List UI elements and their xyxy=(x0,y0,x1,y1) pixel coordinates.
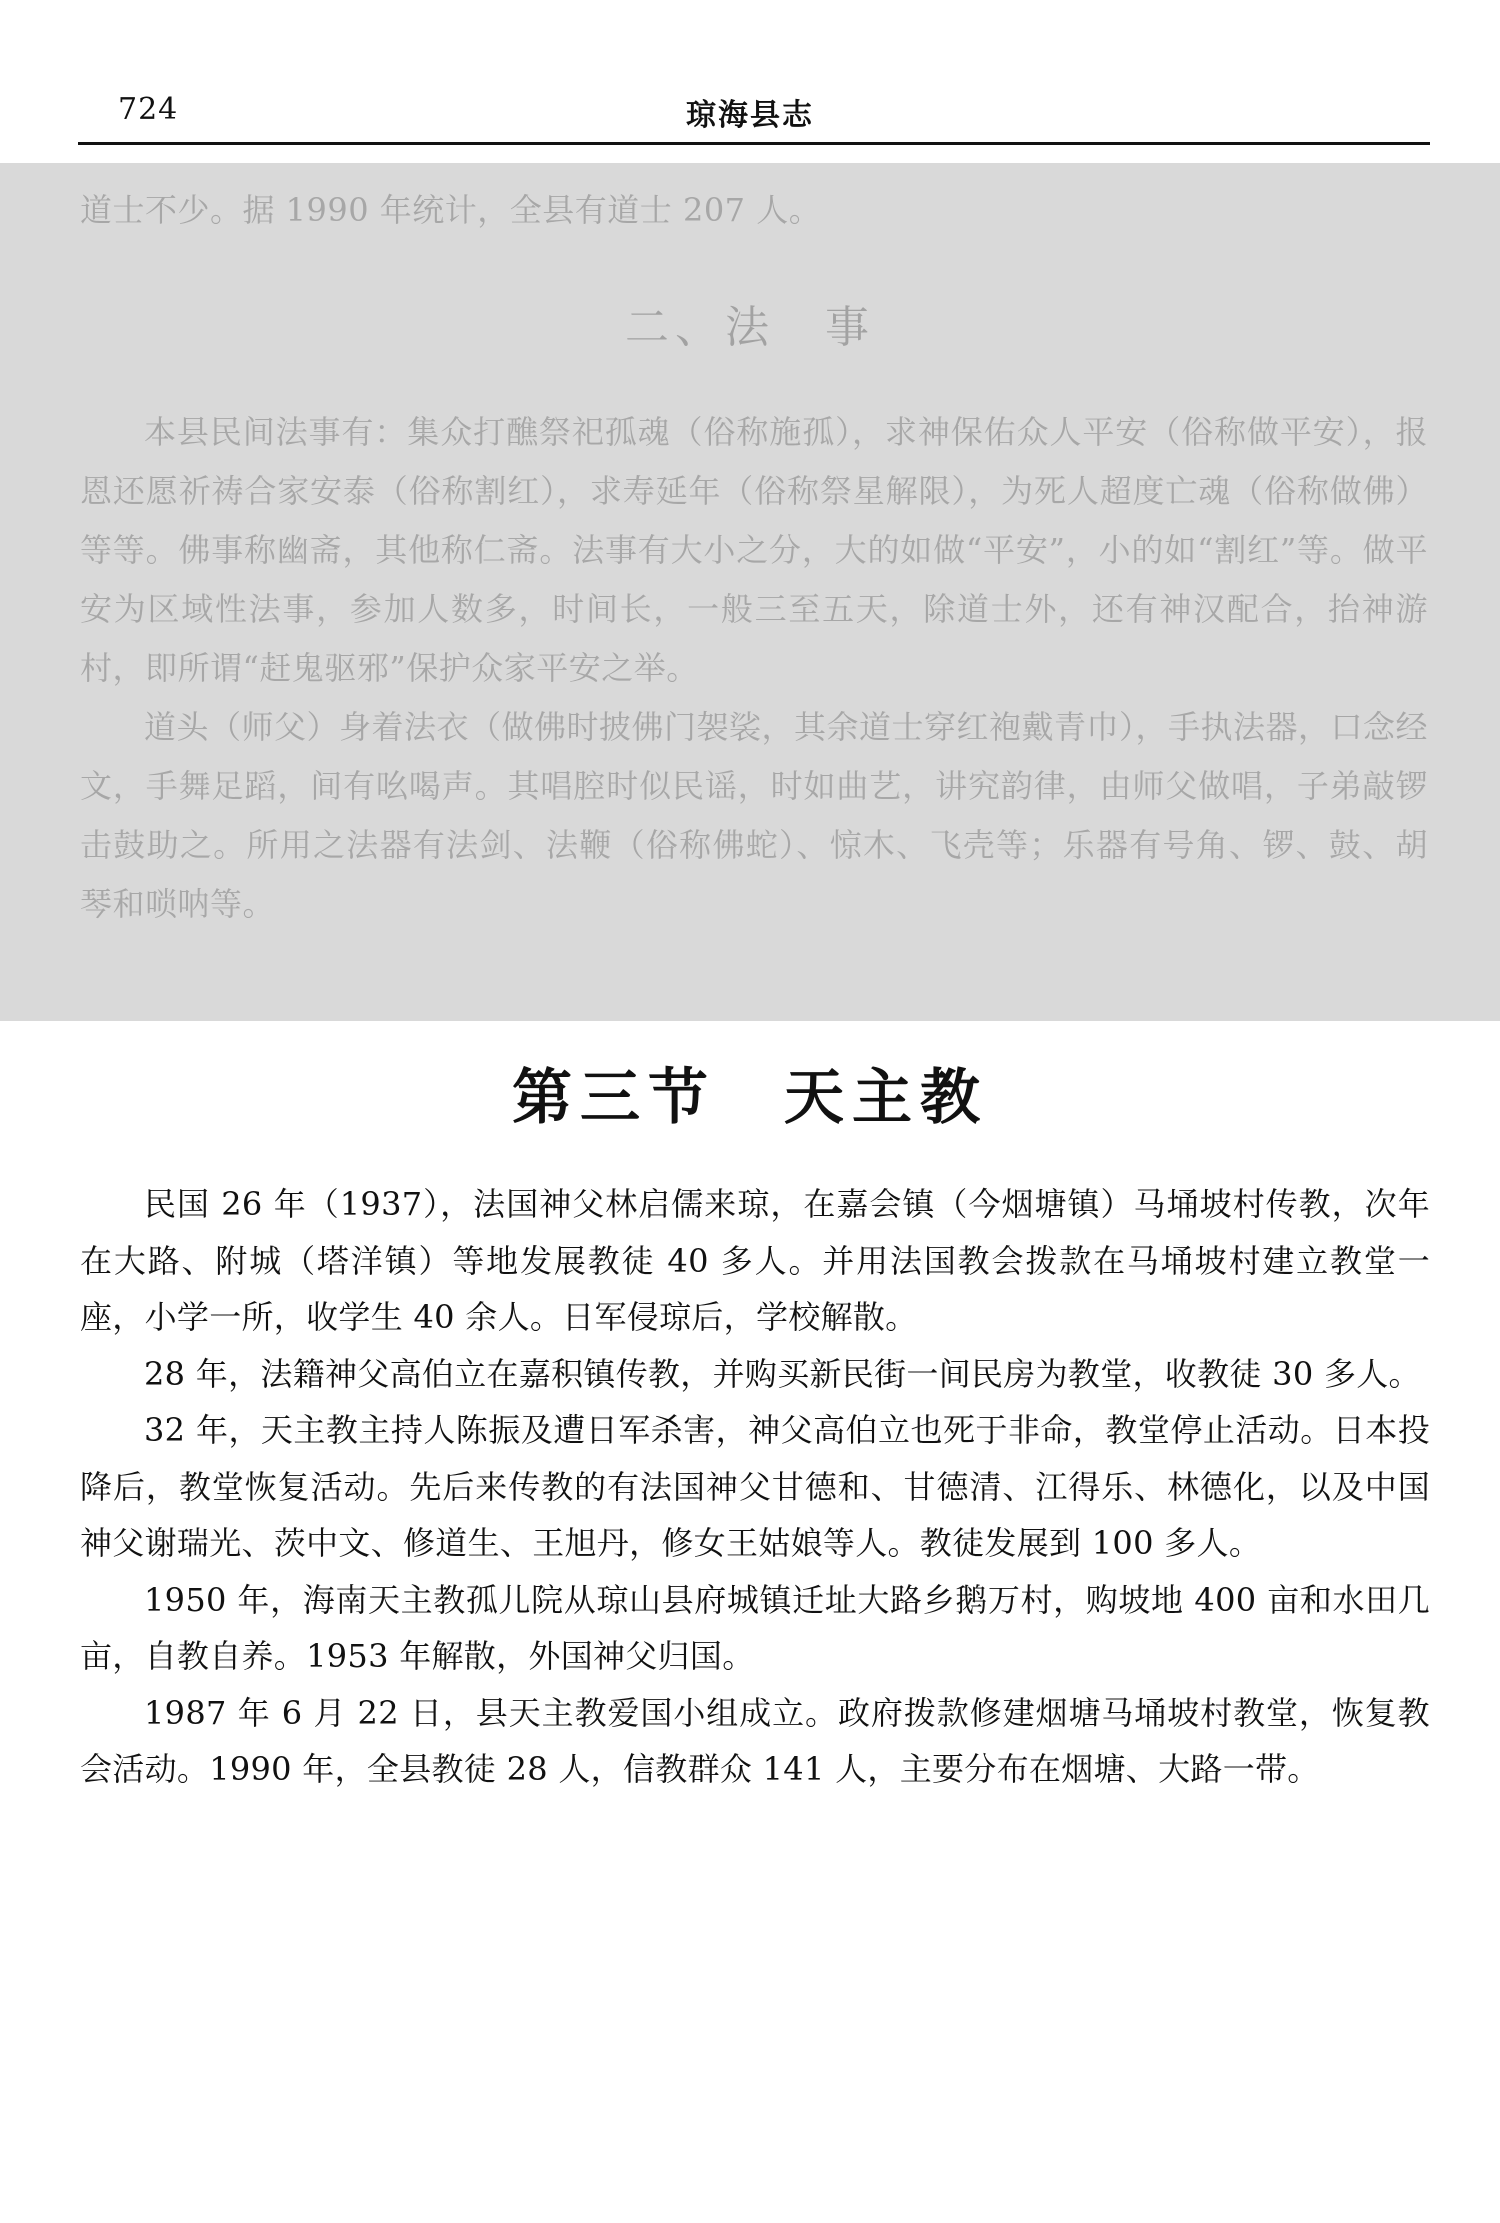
carryover-line: 道士不少。据 1990 年统计，全县有道士 207 人。 xyxy=(80,191,822,229)
body-paragraph: 32 年，天主教主持人陈振及遭日军杀害，神父高伯立也死于非命，教堂停止活动。日本投降后，教堂恢复活动。先后来传教的有法国神父甘德和、甘德清、江得乐、林德化，以及中国神父谢瑞光、茨中文、修道生、王旭丹，修女王姑娘等人。教徒发展到 100 多人。 xyxy=(80,1411,1430,1562)
previous-section-heading: 二、法 事 xyxy=(625,302,875,353)
body-paragraph: 28 年，法籍神父高伯立在嘉积镇传教，并购买新民街一间民房为教堂，收教徒 30 多人。 xyxy=(144,1354,1421,1393)
previous-section-body xyxy=(80,403,1428,934)
header-rule xyxy=(78,142,1430,145)
section-title: 第三节 天主教 xyxy=(512,1063,988,1133)
section-body xyxy=(80,1176,1430,1798)
previous-section-shaded-block xyxy=(0,163,1500,1021)
body-paragraph: 1987 年 6 月 22 日，县天主教爱国小组成立。政府拨款修建烟塘马埇坡村教堂，恢复教会活动。1990 年，全县教徒 28 人，信教群众 141 人，主要分布在烟塘、大路一带。 xyxy=(80,1693,1430,1788)
previous-paragraph: 本县民间法事有：集众打醮祭祀孤魂（俗称施孤），求神保佑众人平安（俗称做平安），报恩还愿祈祷合家安泰（俗称割红），求寿延年（俗称祭星解限），为死人超度亡魂（俗称做佛）等等。佛事称幽斋，其他称仁斋。法事有大小之分，大的如做“平安”，小的如“割红”等。做平安为区域性法事，参加人数多，时间长，一般三至五天，除道士外，还有神汉配合，抬神游村，即所谓“赶鬼驱邪”保护众家平安之举。 xyxy=(80,413,1428,687)
body-paragraph: 1950 年，海南天主教孤儿院从琼山县府城镇迁址大路乡鹅万村，购坡地 400 亩和水田几亩，自教自养。1953 年解散，外国神父归国。 xyxy=(80,1580,1430,1675)
running-title: 琼海县志 xyxy=(686,98,814,133)
previous-paragraph: 道头（师父）身着法衣（做佛时披佛门袈裟，其余道士穿红袍戴青巾），手执法器，口念经文，手舞足蹈，间有吆喝声。其唱腔时似民谣，时如曲艺，讲究韵律，由师父做唱，子弟敲锣击鼓助之。所用之法器有法剑、法鞭（俗称佛蛇）、惊木、飞壳等；乐器有号角、锣、鼓、胡琴和唢呐等。 xyxy=(80,708,1429,923)
body-paragraph: 民国 26 年（1937），法国神父林启儒来琼，在嘉会镇（今烟塘镇）马埇坡村传教，次年在大路、附城（塔洋镇）等地发展教徒 40 多人。并用法国教会拨款在马埇坡村建立教堂一座，小学一所，收学生 40 余人。日军侵琼后，学校解散。 xyxy=(80,1185,1430,1336)
page-number: 724 xyxy=(118,92,179,127)
